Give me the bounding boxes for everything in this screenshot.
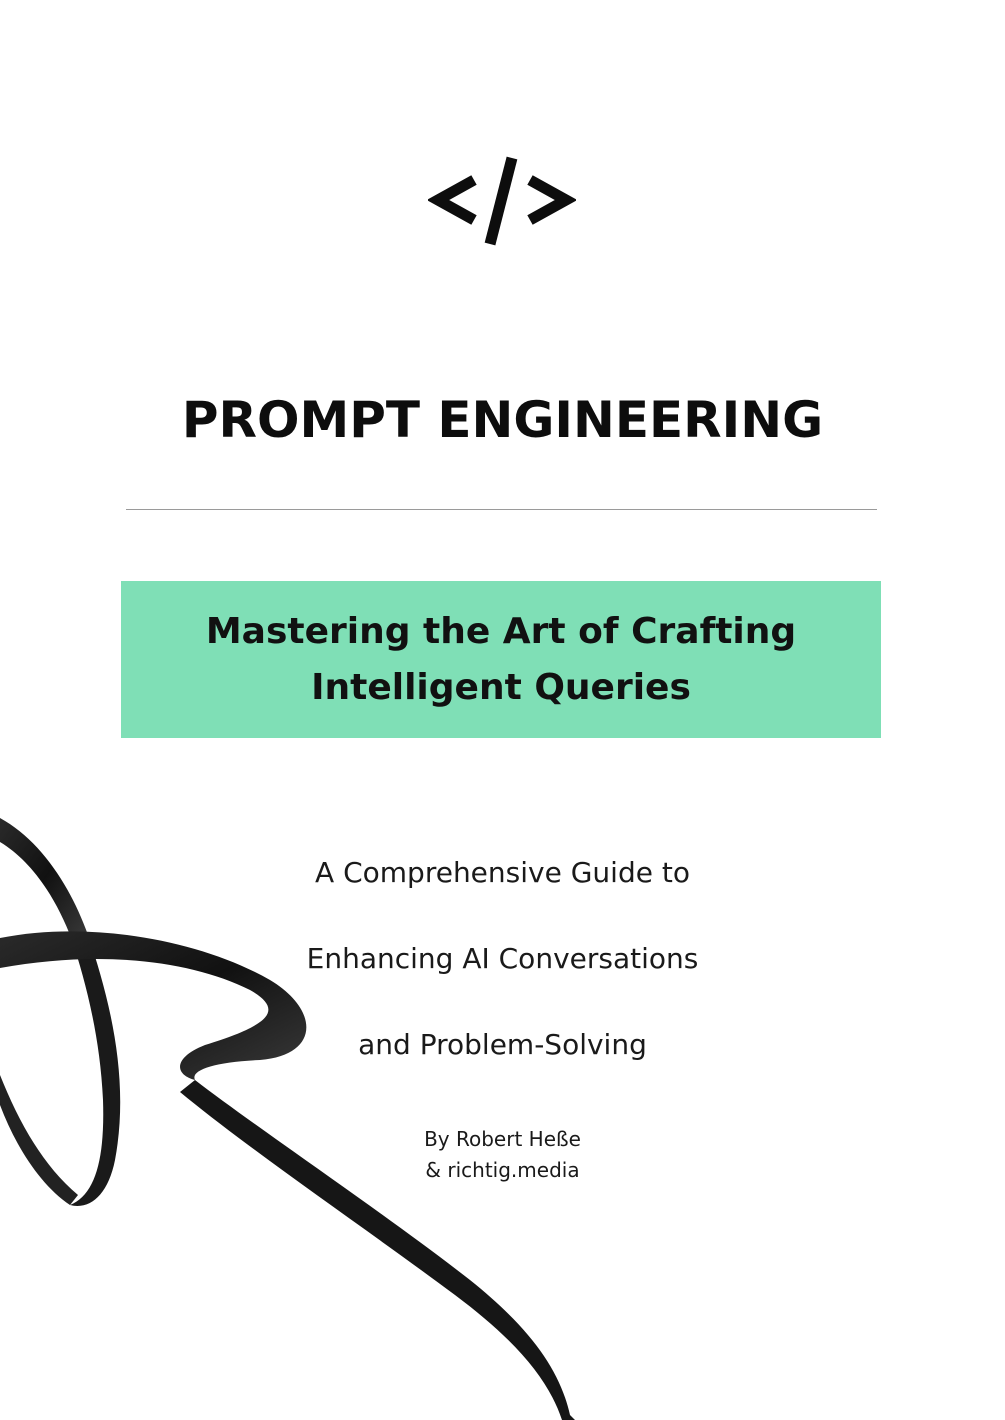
tagline-line: Enhancing AI Conversations <box>306 942 699 975</box>
author: By Robert Heße <box>424 1127 581 1151</box>
publisher: & richtig.media <box>425 1158 580 1182</box>
subtitle-banner <box>121 581 881 738</box>
book-title: PROMPT ENGINEERING <box>181 391 824 449</box>
tagline-line: A Comprehensive Guide to <box>315 856 690 889</box>
tagline-line: and Problem-Solving <box>358 1028 647 1061</box>
subtitle-line: Intelligent Queries <box>311 666 691 708</box>
decorative-swoosh <box>0 800 600 1420</box>
byline <box>0 1124 1005 1186</box>
subtitle <box>206 604 796 716</box>
subtitle-line: Mastering the Art of Crafting <box>205 610 797 652</box>
divider <box>126 509 877 510</box>
code-brackets-icon <box>428 150 576 250</box>
